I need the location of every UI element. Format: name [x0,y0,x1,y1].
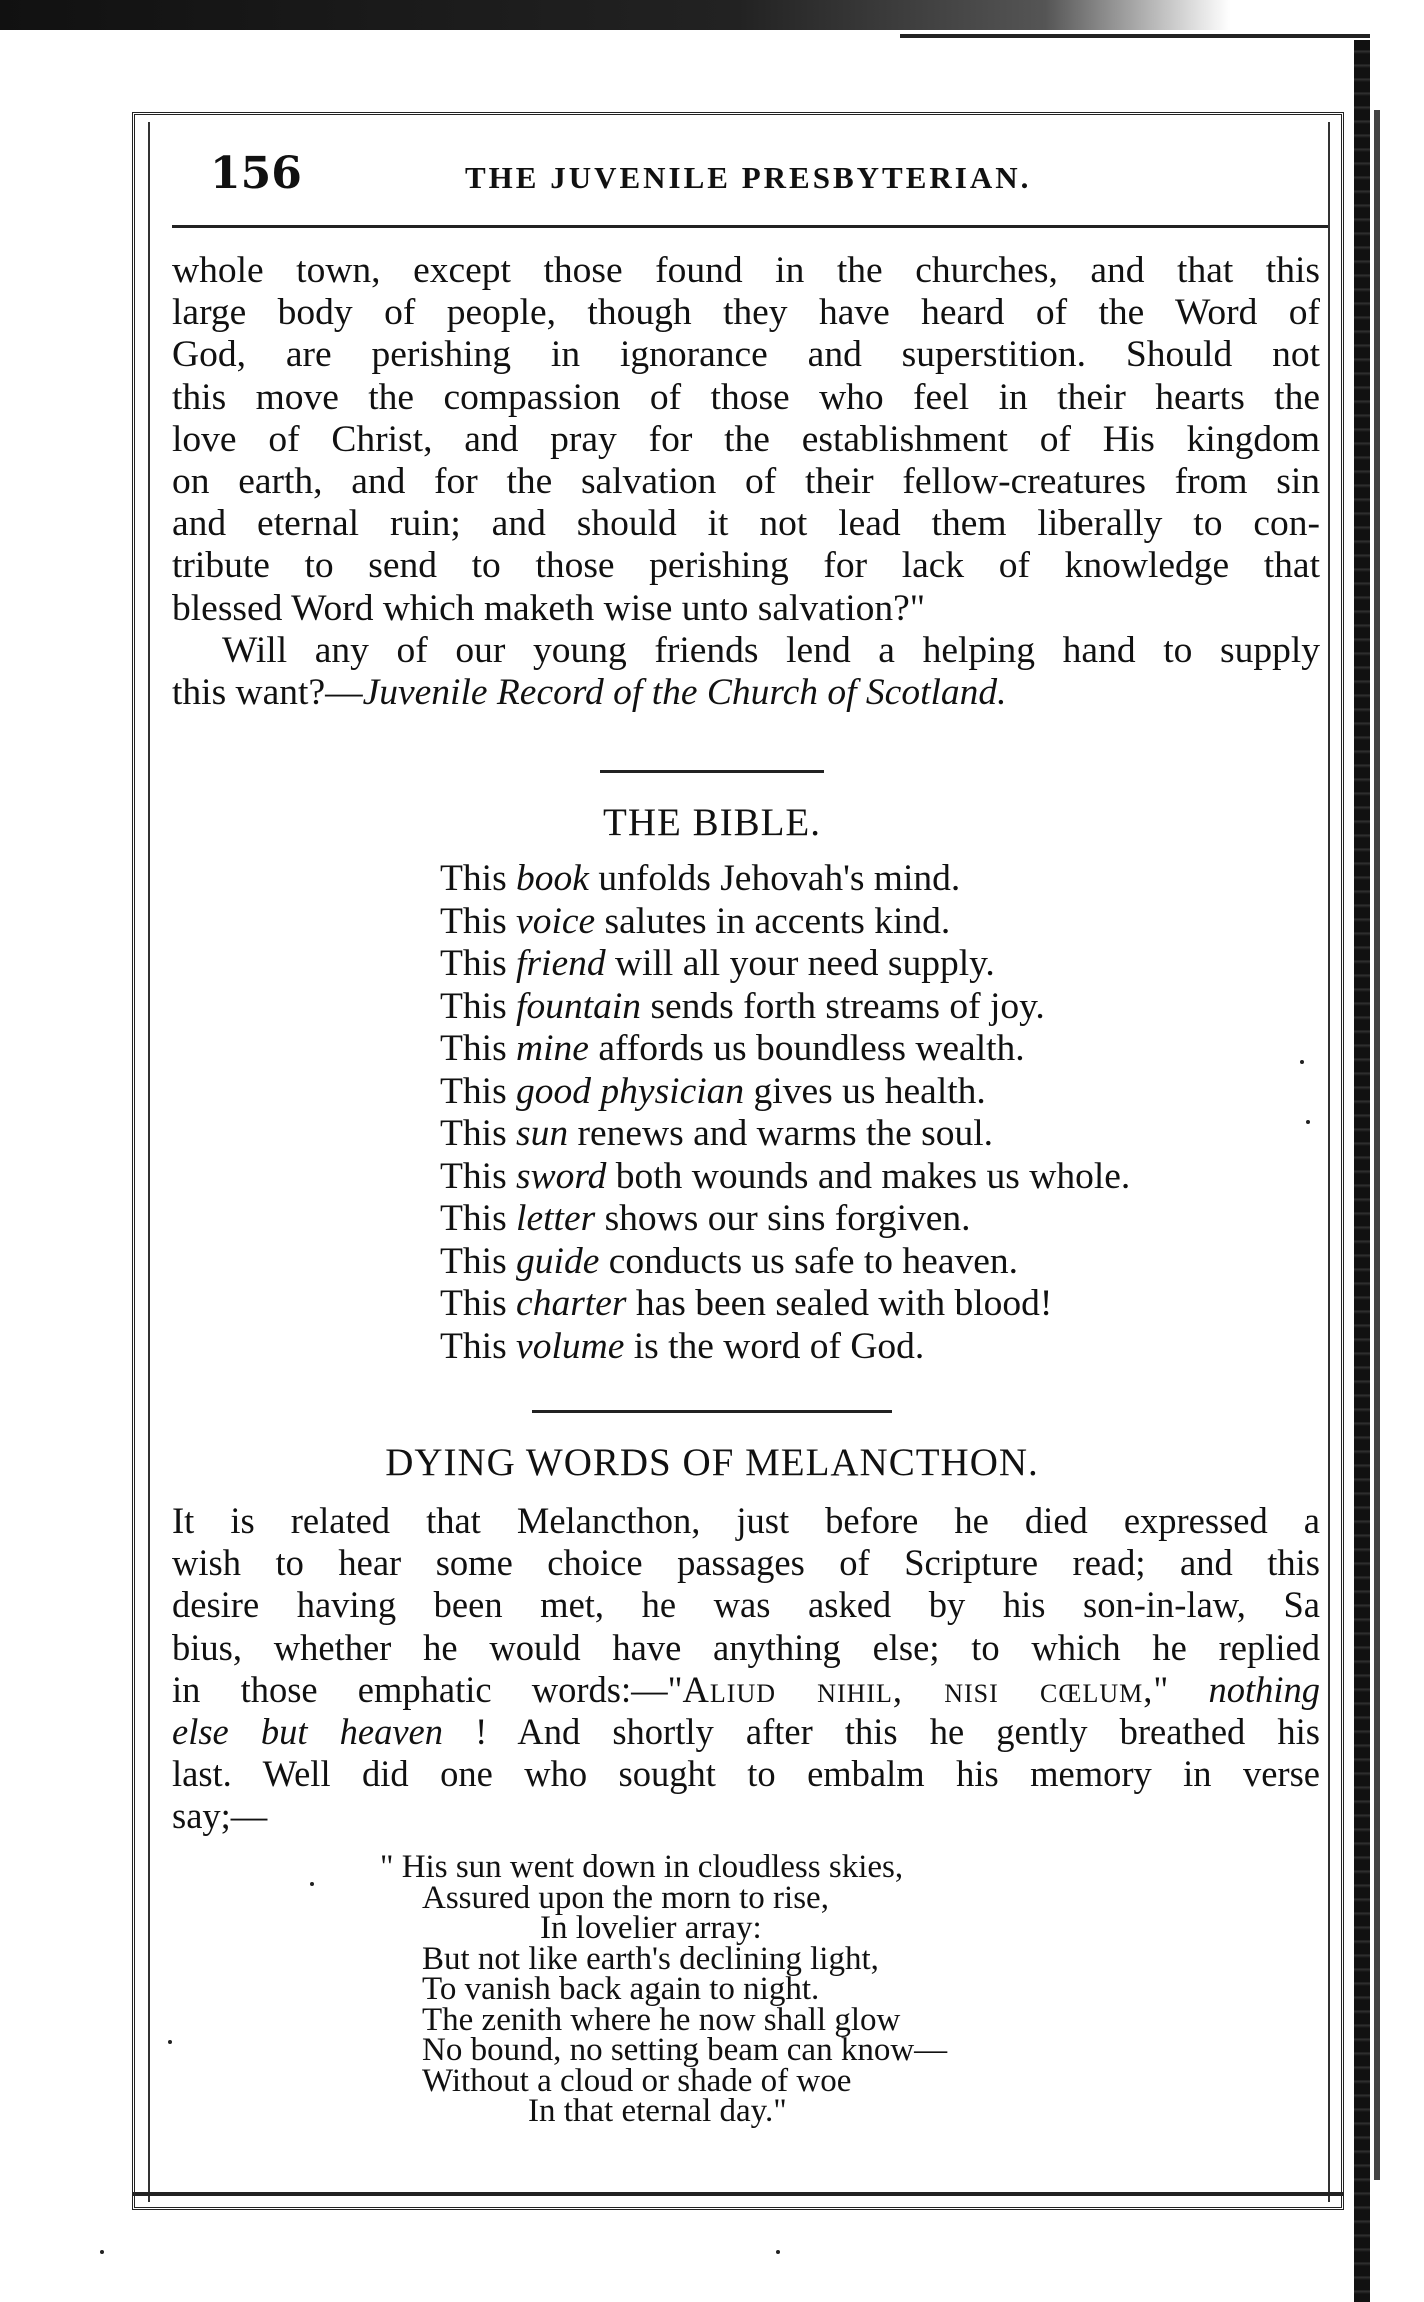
hymn-line: " His sun went down in cloudless skies, [380,1849,904,1885]
ink-speck [310,1882,314,1886]
hymn-line: In that eternal day." [528,2093,787,2129]
hymn-line: To vanish back again to night. [422,1971,820,2007]
page-header [210,148,1330,208]
binding-edge [1354,40,1370,2302]
poem-line: This volume is the word of God. [440,1325,925,1367]
melancthon-line: say;— [172,1795,268,1837]
header-rule [172,225,1328,228]
appeal-line-2 [172,672,1320,714]
hymn-line: Assured upon the morn to rise, [422,1879,829,1916]
intro-line: whole town, except those found in the churches, and that this [172,250,1320,291]
poem-line: This book unfolds Jehovah's mind. [440,858,961,899]
appeal-text: this want?— [172,672,363,714]
melancthon-line: It is related that Melancthon, just before he died expressed a [172,1500,1320,1541]
section-divider [532,1410,892,1413]
intro-line: large body of people, though they have heard of the Word of [172,292,1320,334]
poem-line: This voice salutes in accents kind. [440,900,951,942]
bible-poem-title: THE BIBLE. [603,801,821,844]
latin-quote: Aliud nihil, nisi cœlum, [682,1668,1154,1710]
appeal-line: Will any of our young friends lend a helping hand to supply [222,629,1320,671]
page-number: 156 [210,148,302,199]
poem-line: This good physician gives us health. [440,1070,986,1112]
top-scan-edge-thin [900,34,1370,38]
appeal-source: Juvenile Record of the Church of Scotland. [362,672,1007,714]
intro-paragraph [172,250,1320,714]
intro-line: and eternal ruin; and should it not lead them liberally to con- [172,503,1320,545]
poem-line: This mine affords us boundless wealth. [440,1028,1025,1069]
intro-line: blessed Word which maketh wise unto salvation?" [172,587,926,629]
ink-speck [1300,1060,1304,1064]
melancthon-line: last. Well did one who sought to embalm his memory in verse [172,1753,1320,1795]
melancthon-line: wish to hear some choice passages of Scripture read; and this [172,1542,1320,1584]
melancthon-line-latin: in those emphatic words:—"Aliud nihil, nisi cœlum," nothing [172,1668,1320,1710]
running-title: THE JUVENILE PRESBYTERIAN. [465,160,1032,195]
hymn-line: No bound, no setting beam can know— [422,2032,948,2068]
poem-line: This fountain sends forth streams of joy. [440,985,1045,1027]
poem-line: This sun renews and warms the soul. [440,1113,994,1154]
intro-line: on earth, and for the salvation of their fellow-creatures from sin [172,461,1320,503]
ink-speck [776,2250,780,2254]
bottom-rule [132,2192,1344,2196]
hymn-line: But not like earth's declining light, [422,1940,879,1977]
intro-line: God, are perishing in ignorance and superstition. Should not [172,334,1320,376]
poem-line: This sword both wounds and makes us whole. [440,1155,1131,1197]
section-divider [600,770,824,773]
hymn-line: In lovelier array: [540,1910,762,1946]
hymn-line: Without a cloud or shade of woe [422,2062,852,2099]
hymn-line: The zenith where he now shall glow [422,2001,901,2038]
melancthon-paragraph [172,1500,1320,1838]
intro-line: this move the compassion of those who feel in their hearts the [172,376,1320,418]
hymn-verse [380,1849,948,2129]
ink-speck [168,2040,172,2044]
intro-line: love of Christ, and pray for the establishment of His kingdom [172,418,1320,460]
ink-speck [1306,1120,1310,1124]
poem-line: This guide conducts us safe to heaven. [440,1240,1018,1282]
poem-line: This friend will all your need supply. [440,943,995,984]
poem-line: This charter has been sealed with blood! [440,1283,1053,1324]
melancthon-line: bius, whether he would have anything else; to which he replied [172,1626,1320,1668]
binding-edge-inner [1374,110,1380,2180]
intro-line: tribute to send to those perishing for lack of knowledge that [172,545,1320,587]
top-scan-edge [0,0,1230,30]
melancthon-line: else but heaven ! And shortly after this he gently breathed his [172,1711,1320,1753]
ink-speck [100,2250,104,2254]
melancthon-line: desire having been met, he was asked by his son-in-law, Sa [172,1584,1320,1626]
poem-line: This letter shows our sins forgiven. [440,1198,971,1239]
melancthon-title: DYING WORDS OF MELANCTHON. [385,1441,1039,1484]
bible-poem [440,858,1130,1368]
